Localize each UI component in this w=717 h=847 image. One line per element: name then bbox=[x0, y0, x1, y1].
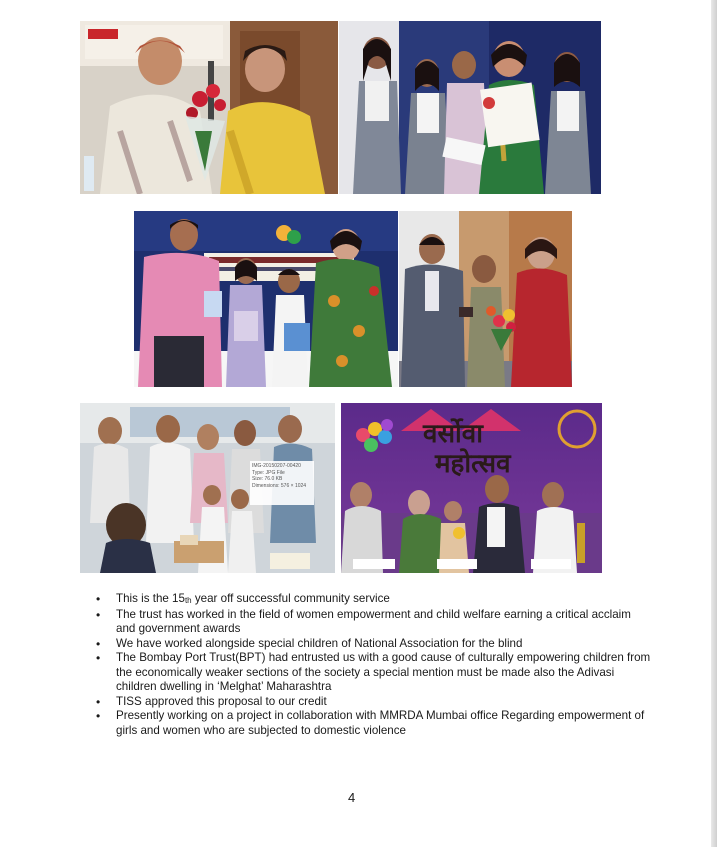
photo-versova-festival-stage bbox=[341, 403, 602, 573]
list-item: • The trust has worked in the field of women empowerment and child welfare earning a critical acclaim and government awards bbox=[92, 608, 652, 637]
achievements-list bbox=[92, 592, 652, 738]
list-item bbox=[92, 592, 652, 608]
list-item: • The Bombay Port Trust(BPT) had entrusted us with a good cause of culturally empowering children from the economically weaker sections of the society a special mention must be made also the Adivasi children dwelling in ‘Melghat’ Maharashtra bbox=[92, 651, 652, 695]
list-item-text: year off successful community service bbox=[191, 592, 390, 605]
page-edge-shadow bbox=[711, 0, 717, 847]
photo-file-info-line: Dimensions: 576 × 1024 bbox=[252, 482, 307, 489]
photo-file-info-line: Size: 76.0 KB bbox=[252, 476, 283, 482]
festival-banner-title-line: वर्सोवा bbox=[423, 419, 483, 449]
list-item: • TISS approved this proposal to our credit bbox=[92, 695, 652, 710]
photo-file-info bbox=[252, 463, 314, 489]
ordinal-suffix: th bbox=[184, 596, 192, 605]
photo-file-info-line: IMG-20150207-00420 bbox=[252, 463, 301, 469]
photo-schoolgirls-certificates bbox=[339, 21, 601, 194]
list-item-text: This is the 15 bbox=[116, 592, 185, 605]
photo-children-with-books bbox=[134, 211, 398, 387]
list-item: • Presently working on a project in collaboration with MMRDA Mumbai office Regarding empowerment of girls and women who are subjected to domestic violence bbox=[92, 709, 652, 738]
photo-bouquet-presentation bbox=[80, 21, 338, 194]
festival-banner-title bbox=[423, 419, 573, 479]
photo-children-event-crowd bbox=[80, 403, 335, 573]
page-number: 4 bbox=[348, 790, 356, 805]
list-item: • We have worked alongside special children of National Association for the blind bbox=[92, 637, 652, 652]
festival-banner-title-line: महोत्सव bbox=[435, 449, 511, 479]
photo-file-info-line: Type: JPG File bbox=[252, 469, 285, 476]
photo-award-with-flowers bbox=[399, 211, 572, 387]
